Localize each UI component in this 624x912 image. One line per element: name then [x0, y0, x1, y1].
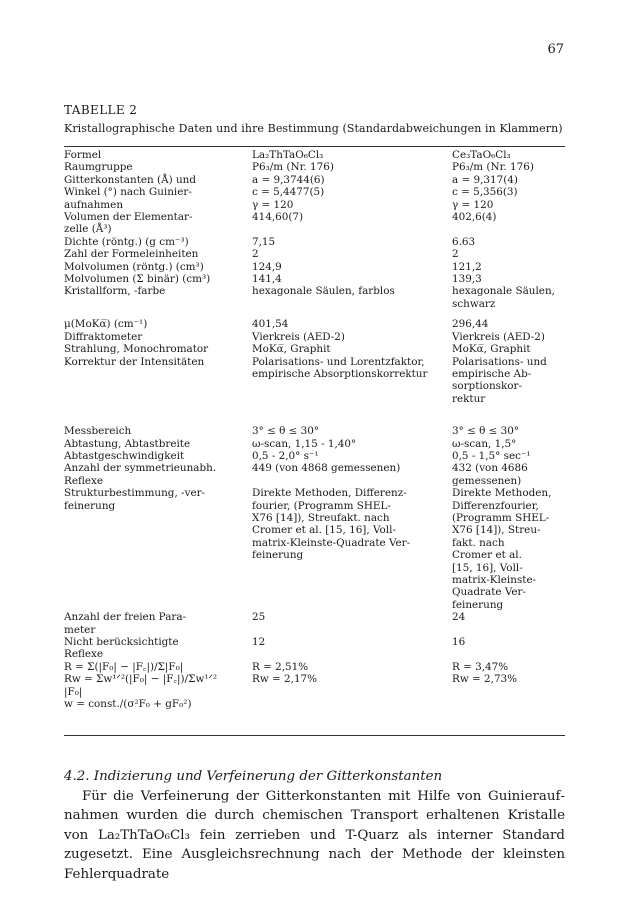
- value-compound-2: 402,6(4): [452, 211, 497, 224]
- value-compound-1: 401,54: [252, 318, 289, 331]
- value-compound-2: MoKα̅, Graphit: [452, 343, 531, 356]
- row-label: Nicht berücksichtigte Reflexe: [64, 636, 179, 661]
- row-label: Abtastgeschwindigkeit: [64, 449, 185, 462]
- row-label: R = Σ(|F₀| − |F꜀|)/Σ|F₀| Rw = Σw¹ᐟ²(|F₀| − |F꜀|)/Σw¹ᐟ² |F₀| w = const./(σ²F₀ + gF₀²): [64, 660, 218, 711]
- value-compound-2: 24: [452, 611, 466, 624]
- table-top-rule: [64, 146, 565, 147]
- table-row: [64, 273, 566, 285]
- value-compound-2: 0,5 - 1,5° sec⁻¹: [452, 449, 531, 462]
- value-compound-1: 414,60(7): [252, 211, 304, 224]
- row-label: Messbereich: [64, 425, 132, 438]
- table-row: [64, 611, 566, 636]
- row-label: Volumen der Elementar- zelle (Å³): [64, 211, 193, 236]
- row-label: Molvolumen (röntg.) (cm³): [64, 260, 204, 273]
- table-row: [64, 356, 566, 406]
- table-row: [64, 149, 566, 161]
- value-compound-2: 139,3: [452, 273, 482, 286]
- row-label: Gitterkonstanten (Å) und Winkel (°) nach Guinier- aufnahmen: [64, 173, 196, 211]
- value-compound-1: La₂ThTaO₆Cl₃: [252, 149, 324, 161]
- value-compound-1: 2: [252, 248, 259, 261]
- value-compound-1: P6₃/m (Nr. 176): [252, 161, 334, 174]
- value-compound-1: Vierkreis (AED-2): [252, 330, 345, 343]
- value-compound-2: Ce₃TaO₆Cl₃: [452, 149, 511, 161]
- value-compound-2: Direkte Methoden, Differenzfourier, (Programm SHEL- X76 [14]), Streu- fakt. nach Cromer et al. [15, 16], Voll- matrix-Kleinste- Quadrate Ver- feinerung: [452, 487, 552, 611]
- row-label: Kristallform, -farbe: [64, 285, 166, 298]
- value-compound-1: 141,4: [252, 273, 282, 286]
- table-row: [64, 331, 566, 343]
- value-compound-2: 2: [452, 248, 459, 261]
- value-compound-1: 0,5 - 2,0° s⁻¹: [252, 449, 319, 462]
- value-compound-1: 7,15: [252, 235, 276, 248]
- table-row: [64, 661, 566, 711]
- body-paragraph: Für die Verfeinerung der Gitterkonstanten mit Hilfe von Guinieraufnahmen wurden die durch chemischen Transport erhaltenen Kristalle von La₂ThTaO₆Cl₃ fein zerrieben und T-Quarz als interner Standard zugesetzt. Eine Ausgleichsrechnung nach der Methode der kleinsten Fehlerquadrate: [64, 788, 565, 882]
- value-compound-1: Direkte Methoden, Differenz- fourier, (Programm SHEL- X76 [14]), Streufakt. nach Cromer et al. [15, 16], Voll- matrix-Kleinste-Quadrate Ver- feinerung: [252, 487, 411, 562]
- value-compound-1: R = 2,51% Rw = 2,17%: [252, 660, 318, 686]
- row-label: Anzahl der symmetrieunabh. Reflexe: [64, 462, 217, 487]
- table-row: [64, 318, 566, 330]
- value-compound-1: 449 (von 4868 gemessenen): [252, 462, 401, 475]
- row-label: μ(MoKα̅) (cm⁻¹): [64, 318, 148, 331]
- row-label: Raumgruppe: [64, 161, 133, 174]
- value-compound-1: a = 9,3744(6) c = 5,4477(5) γ = 120: [252, 173, 325, 211]
- value-compound-2: R = 3,47% Rw = 2,73%: [452, 660, 518, 686]
- row-label: Strahlung, Monochromator: [64, 343, 209, 356]
- value-compound-1: MoKα̅, Graphit: [252, 343, 331, 356]
- table-row: [64, 450, 566, 462]
- value-compound-1: Polarisations- und Lorentzfaktor, empirische Absorptionskorrektur: [252, 355, 428, 380]
- section-heading: 4.2. Indizierung und Verfeinerung der Gitterkonstanten: [64, 769, 443, 784]
- table-row: [64, 438, 566, 450]
- value-compound-1: 25: [252, 611, 266, 624]
- table-bottom-rule: [64, 735, 565, 736]
- value-compound-1: 3° ≤ θ ≤ 30°: [252, 425, 320, 438]
- crystallographic-data-table: [64, 149, 566, 710]
- table-row: [64, 161, 566, 173]
- value-compound-2: 121,2: [452, 260, 482, 273]
- table-row: [64, 487, 566, 611]
- table-row: [64, 261, 566, 273]
- value-compound-2: 296,44: [452, 318, 489, 331]
- value-compound-2: 16: [452, 636, 466, 649]
- table-row: [64, 425, 566, 437]
- table-row: [64, 285, 566, 310]
- value-compound-2: 432 (von 4686 gemessenen): [452, 462, 528, 487]
- row-label: Formel: [64, 149, 102, 161]
- value-compound-2: 3° ≤ θ ≤ 30°: [452, 425, 520, 438]
- table-row: [64, 174, 566, 211]
- row-label: Anzahl der freien Para- meter: [64, 611, 187, 636]
- table-row: [64, 248, 566, 260]
- value-compound-1: 12: [252, 636, 266, 649]
- row-label: Zahl der Formeleinheiten: [64, 248, 199, 261]
- table-row: [64, 636, 566, 661]
- value-compound-2: P6₃/m (Nr. 176): [452, 161, 534, 174]
- row-label: Dichte (röntg.) (g cm⁻³): [64, 235, 189, 248]
- table-subtitle: Kristallographische Daten und ihre Bestimmung (Standardabweichungen in Klammern): [64, 122, 563, 135]
- value-compound-2: a = 9,317(4) c = 5,356(3) γ = 120: [452, 173, 518, 211]
- table-caption: TABELLE 2: [64, 103, 138, 117]
- value-compound-2: Vierkreis (AED-2): [452, 330, 545, 343]
- section: [64, 767, 565, 884]
- page-number: 67: [547, 42, 564, 57]
- row-label: Abtastung, Abtastbreite: [64, 437, 191, 450]
- row-label: Diffraktometer: [64, 330, 143, 343]
- value-compound-1: hexagonale Säulen, farblos: [252, 285, 395, 298]
- row-label: Korrektur der Intensitäten: [64, 355, 205, 368]
- value-compound-2: 6.63: [452, 235, 476, 248]
- table-row: [64, 211, 566, 236]
- table-row: [64, 236, 566, 248]
- value-compound-2: ω-scan, 1,5°: [452, 437, 517, 450]
- value-compound-1: 124,9: [252, 260, 282, 273]
- row-label: Strukturbestimmung, -ver- feinerung: [64, 487, 206, 512]
- value-compound-2: Polarisations- und empirische Ab- sorptionskor- rektur: [452, 355, 547, 405]
- table-row: [64, 343, 566, 355]
- value-compound-1: ω-scan, 1,15 - 1,40°: [252, 437, 357, 450]
- table-row: [64, 462, 566, 487]
- value-compound-2: hexagonale Säulen, schwarz: [452, 285, 555, 310]
- row-label: Molvolumen (Σ binär) (cm³): [64, 273, 211, 286]
